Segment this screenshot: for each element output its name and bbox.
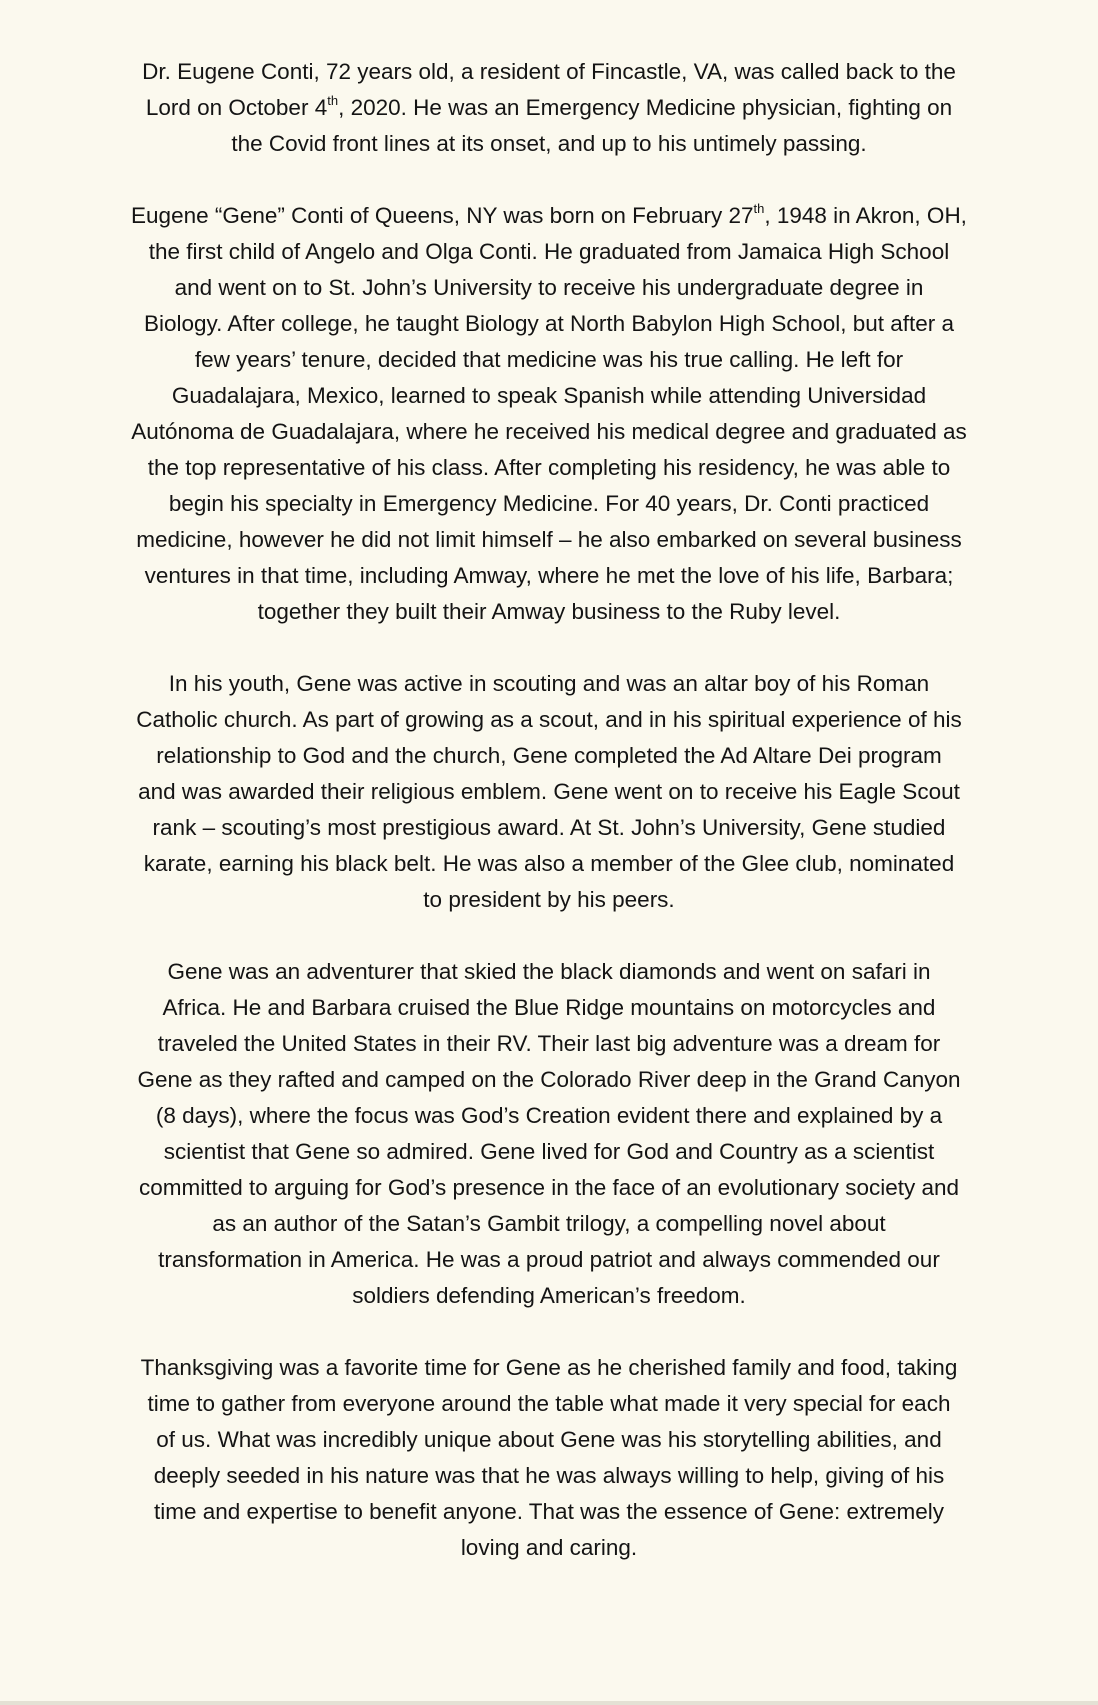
text-line: [40, 1134, 1058, 1170]
text-run: time and expertise to benefit anyone. That was the essence of Gene: extremely: [153, 1499, 945, 1524]
text-run: time to gather from everyone around the table what made it very special for each: [147, 1391, 951, 1416]
obituary-text: [40, 54, 1058, 1602]
paragraph-thanksgiving: [40, 1350, 1058, 1566]
text-line: [40, 198, 1058, 234]
text-run: few years’ tenure, decided that medicine was his true calling. He left for: [194, 347, 904, 372]
page-bottom-edge: [0, 1701, 1098, 1705]
text-run: relationship to God and the church, Gene completed the Ad Altare Dei program: [156, 743, 942, 768]
text-line: [40, 270, 1058, 306]
text-run: together they built their Amway business to the Ruby level.: [257, 599, 841, 624]
text-run: to president by his peers.: [423, 887, 675, 912]
text-line: [40, 1458, 1058, 1494]
text-run: the first child of Angelo and Olga Conti. He graduated from Jamaica High School: [148, 239, 950, 264]
text-run: medicine, however he did not limit himself – he also embarked on several business: [136, 527, 962, 552]
text-line: [40, 738, 1058, 774]
ordinal-suffix: th: [327, 92, 339, 108]
text-run: Biology. After college, he taught Biology at North Babylon High School, but after a: [143, 311, 955, 336]
text-run: karate, earning his black belt. He was also a member of the Glee club, nominated: [143, 851, 955, 876]
text-run: , 2020. He was an Emergency Medicine physician, fighting on: [338, 95, 953, 120]
text-line: [40, 234, 1058, 270]
text-line: [40, 1494, 1058, 1530]
text-run: and was awarded their religious emblem. Gene went on to receive his Eagle Scout: [138, 779, 960, 804]
text-run: and went on to St. John’s University to receive his undergraduate degree in: [174, 275, 924, 300]
text-run: as an author of the Satan’s Gambit trilogy, a compelling novel about: [212, 1211, 886, 1236]
paragraph-intro: [40, 54, 1058, 162]
text-run: Gene was an adventurer that skied the black diamonds and went on safari in: [167, 959, 931, 984]
text-line: [40, 90, 1058, 126]
text-run: the top representative of his class. After completing his residency, he was able to: [147, 455, 951, 480]
text-run: Africa. He and Barbara cruised the Blue Ridge mountains on motorcycles and: [162, 995, 936, 1020]
text-line: [40, 126, 1058, 162]
text-run: traveled the United States in their RV. Their last big adventure was a dream for: [157, 1031, 941, 1056]
text-line: [40, 1350, 1058, 1386]
text-line: [40, 450, 1058, 486]
text-run: , 1948 in Akron, OH,: [764, 203, 967, 228]
text-run: of us. What was incredibly unique about Gene was his storytelling abilities, and: [156, 1427, 942, 1452]
paragraph-adventures: [40, 954, 1058, 1314]
text-line: [40, 882, 1058, 918]
ordinal-suffix: th: [753, 200, 765, 216]
text-line: [40, 486, 1058, 522]
text-run: Guadalajara, Mexico, learned to speak Spanish while attending Universidad: [171, 383, 927, 408]
text-line: [40, 846, 1058, 882]
text-line: [40, 1026, 1058, 1062]
text-run: Dr. Eugene Conti, 72 years old, a resident of Fincastle, VA, was called back to the: [142, 59, 956, 84]
text-line: [40, 342, 1058, 378]
text-run: ventures in that time, including Amway, where he met the love of his life, Barbara;: [144, 563, 954, 588]
text-line: [40, 594, 1058, 630]
text-run: transformation in America. He was a proud patriot and always commended our: [158, 1247, 940, 1272]
text-run: In his youth, Gene was active in scouting and was an altar boy of his Roman: [168, 671, 930, 696]
text-line: [40, 558, 1058, 594]
text-run: committed to arguing for God’s presence in the face of an evolutionary society and: [138, 1175, 960, 1200]
text-line: [40, 774, 1058, 810]
text-line: [40, 810, 1058, 846]
text-line: [40, 1242, 1058, 1278]
text-line: [40, 1386, 1058, 1422]
text-run: loving and caring.: [460, 1535, 638, 1560]
paragraph-early-life-career: [40, 198, 1058, 630]
text-line: [40, 54, 1058, 90]
text-line: [40, 702, 1058, 738]
text-line: [40, 522, 1058, 558]
text-run: rank – scouting’s most prestigious award. At St. John’s University, Gene studied: [152, 815, 946, 840]
text-run: begin his specialty in Emergency Medicine. For 40 years, Dr. Conti practiced: [168, 491, 930, 516]
text-run: Thanksgiving was a favorite time for Gene as he cherished family and food, taking: [140, 1355, 958, 1380]
text-line: [40, 954, 1058, 990]
text-run: scientist that Gene so admired. Gene lived for God and Country as a scientist: [163, 1139, 935, 1164]
text-run: Catholic church. As part of growing as a scout, and in his spiritual experience of his: [136, 707, 962, 732]
text-run: deeply seeded in his nature was that he was always willing to help, giving of his: [153, 1463, 945, 1488]
text-line: [40, 414, 1058, 450]
text-line: [40, 666, 1058, 702]
text-line: [40, 1530, 1058, 1566]
text-line: [40, 1206, 1058, 1242]
paragraph-youth: [40, 666, 1058, 918]
text-run: soldiers defending American’s freedom.: [352, 1283, 746, 1308]
text-run: Gene as they rafted and camped on the Colorado River deep in the Grand Canyon: [137, 1067, 961, 1092]
text-line: [40, 1098, 1058, 1134]
text-line: [40, 1170, 1058, 1206]
text-run: Lord on October 4: [145, 95, 328, 120]
text-run: the Covid front lines at its onset, and up to his untimely passing.: [231, 131, 867, 156]
text-line: [40, 990, 1058, 1026]
text-run: Eugene “Gene” Conti of Queens, NY was born on February 27: [131, 203, 754, 228]
text-run: (8 days), where the focus was God’s Creation evident there and explained by a: [155, 1103, 943, 1128]
text-line: [40, 1278, 1058, 1314]
text-line: [40, 1062, 1058, 1098]
text-line: [40, 306, 1058, 342]
text-line: [40, 1422, 1058, 1458]
text-line: [40, 378, 1058, 414]
text-run: Autónoma de Guadalajara, where he received his medical degree and graduated as: [131, 419, 967, 444]
